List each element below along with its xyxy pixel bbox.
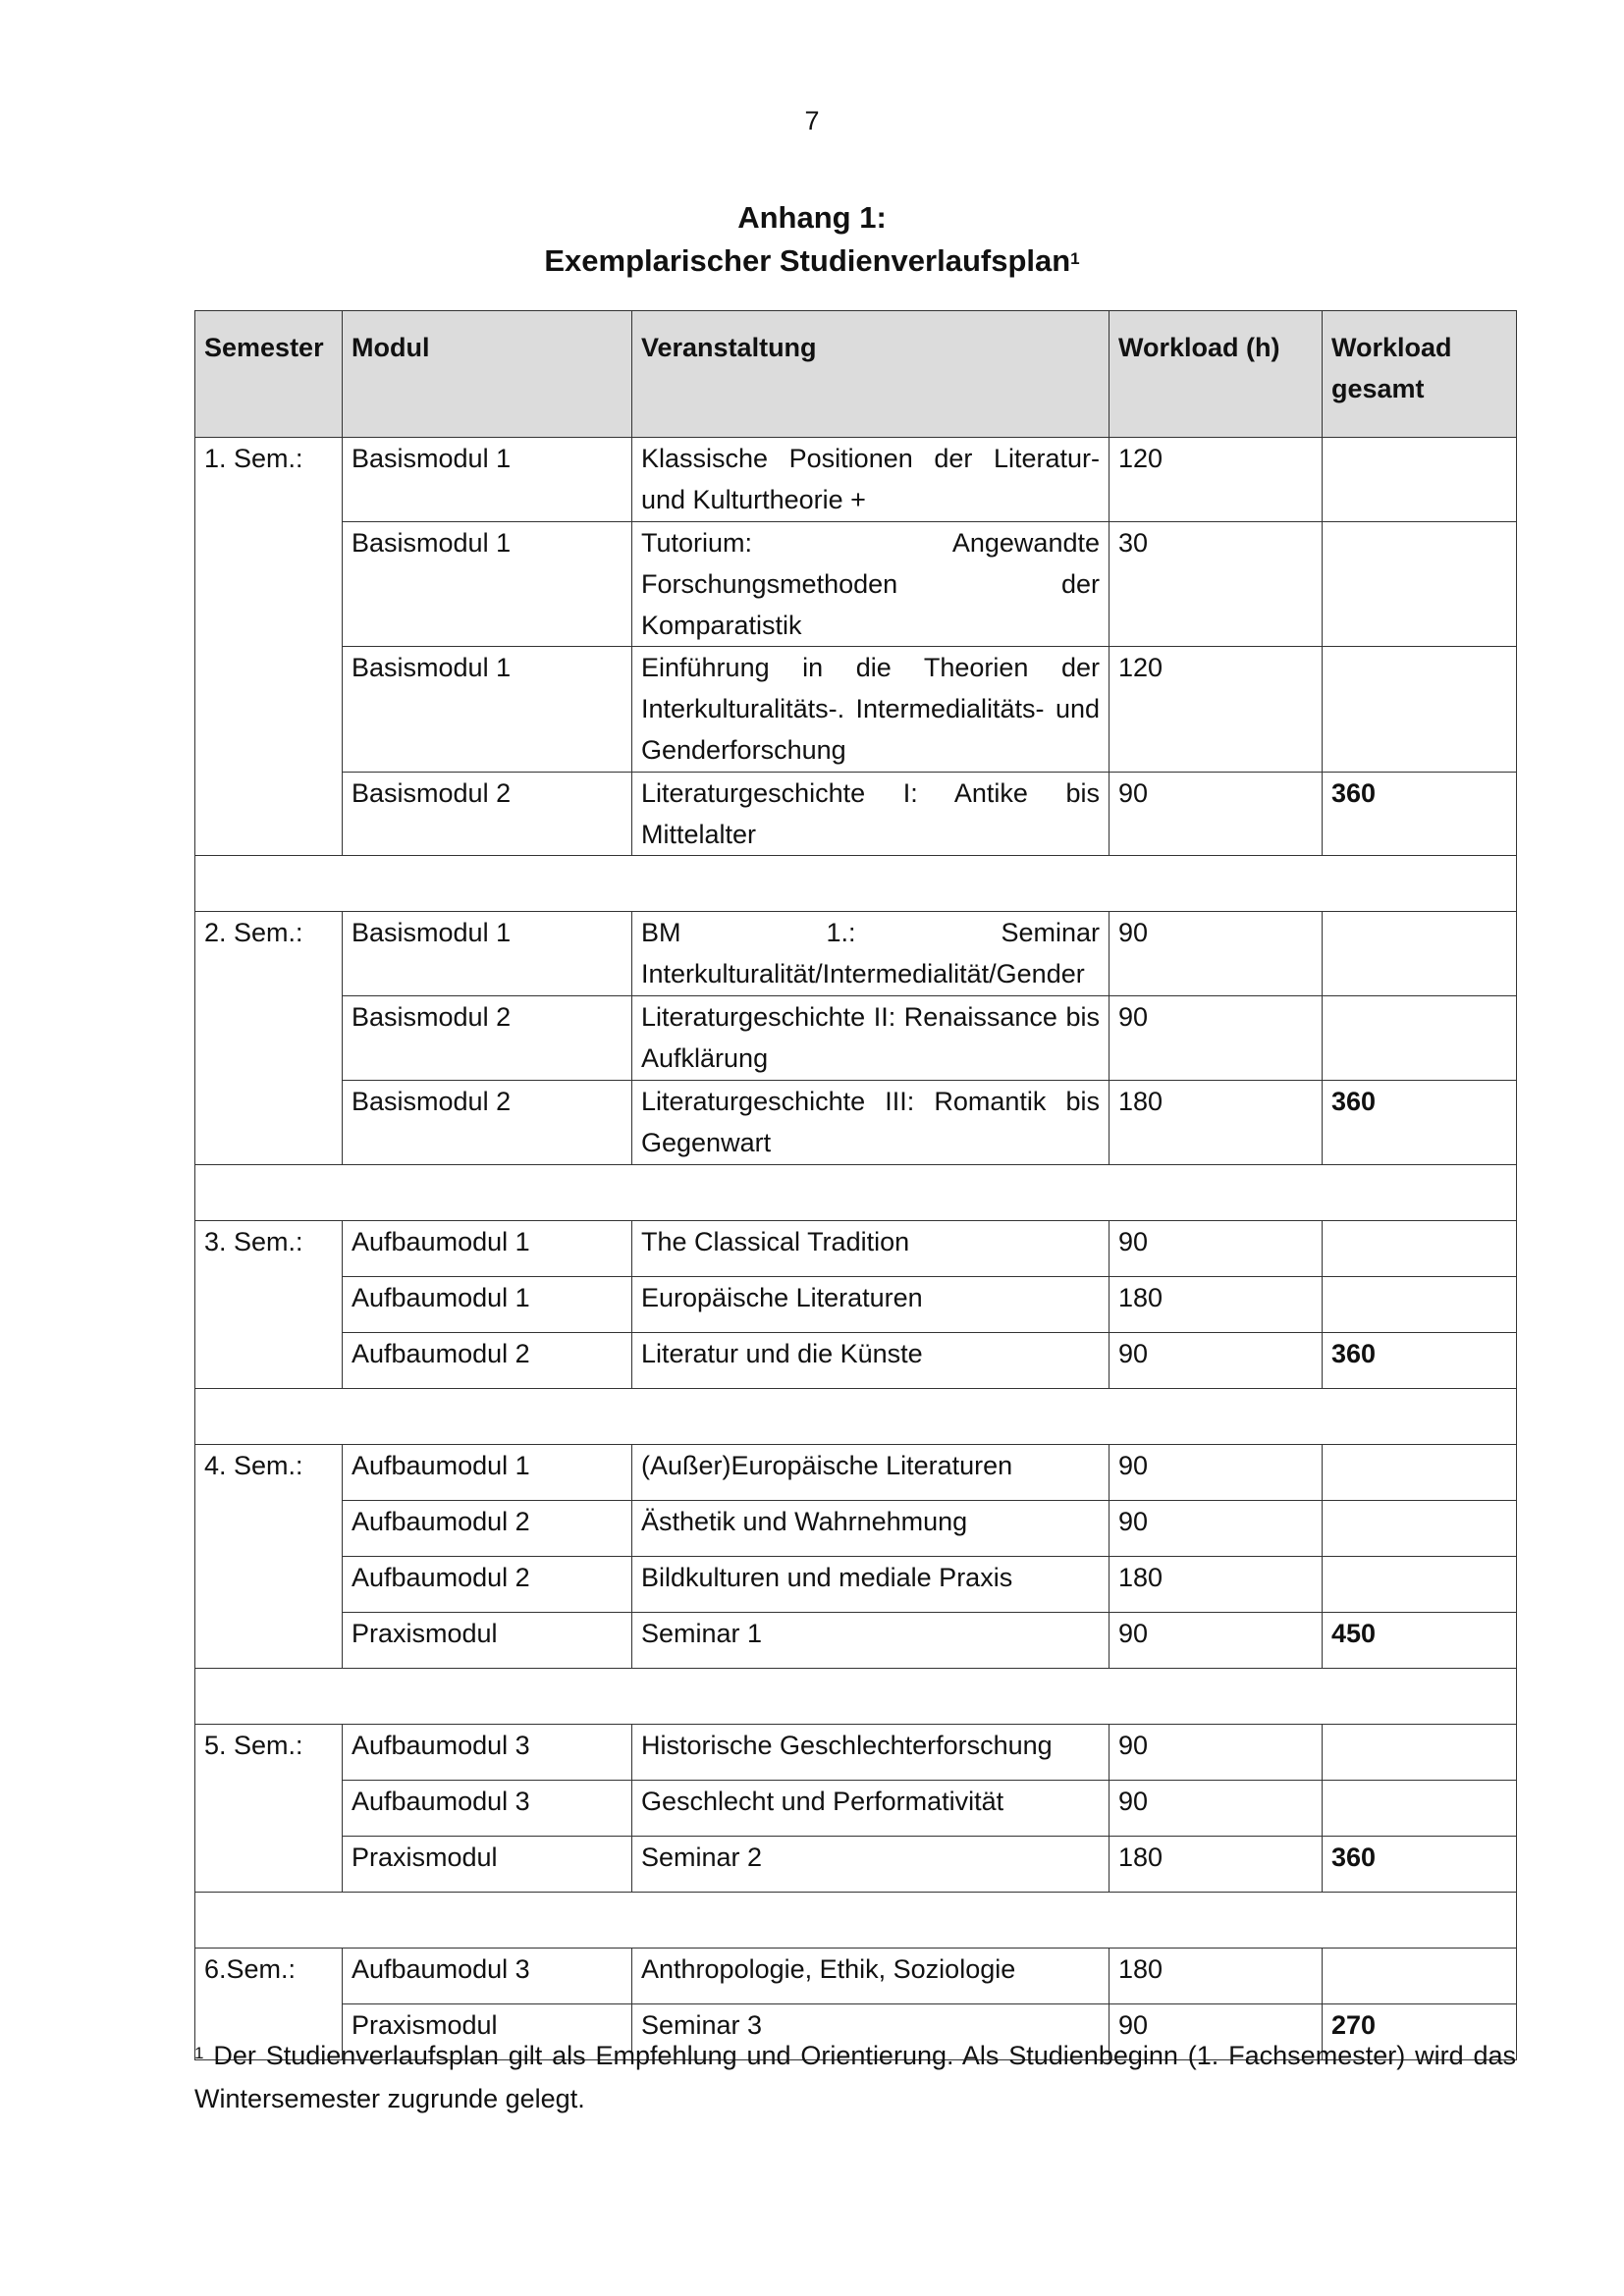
modul-cell: Basismodul 1: [343, 522, 632, 647]
workload-total-cell: [1323, 996, 1517, 1081]
workload-cell: 90: [1110, 1781, 1323, 1837]
modul-cell: Praxismodul: [343, 2004, 632, 2060]
table-row: [195, 773, 1517, 856]
spacer-cell: [195, 856, 1517, 912]
workload-cell: 90: [1110, 912, 1323, 996]
spacer-cell: [195, 1893, 1517, 1949]
workload-total-cell: 360: [1323, 1333, 1517, 1389]
modul-cell: Basismodul 2: [343, 1081, 632, 1165]
workload-cell: 90: [1110, 1725, 1323, 1781]
workload-cell: 120: [1110, 647, 1323, 773]
veranstaltung-cell: Europäische Literaturen: [632, 1277, 1110, 1333]
spacer-row: [195, 1389, 1517, 1445]
modul-cell: Basismodul 1: [343, 647, 632, 773]
workload-total-cell: 360: [1323, 1081, 1517, 1165]
modul-cell: Aufbaumodul 3: [343, 1725, 632, 1781]
semester-cell: 4. Sem.:: [195, 1445, 343, 1669]
table-row: [195, 1277, 1517, 1333]
modul-cell: Aufbaumodul 1: [343, 1277, 632, 1333]
spacer-row: [195, 856, 1517, 912]
modul-cell: Aufbaumodul 2: [343, 1333, 632, 1389]
modul-cell: Basismodul 2: [343, 773, 632, 856]
veranstaltung-cell: Tutorium: Angewandte Forschungsmethoden der Komparatistik: [632, 522, 1110, 647]
modul-cell: Aufbaumodul 1: [343, 1221, 632, 1277]
veranstaltung-cell: Seminar 1: [632, 1613, 1110, 1669]
workload-total-cell: [1323, 1557, 1517, 1613]
table-row: [195, 1613, 1517, 1669]
modul-cell: Aufbaumodul 3: [343, 1781, 632, 1837]
table-header-row: [195, 311, 1517, 438]
workload-total-cell: [1323, 1277, 1517, 1333]
spacer-cell: [195, 1669, 1517, 1725]
veranstaltung-cell: Historische Geschlechterforschung: [632, 1725, 1110, 1781]
page-number: 7: [804, 106, 820, 135]
footnote-text: Der Studienverlaufsplan gilt als Empfehlung und Orientierung. Als Studienbeginn (1. Fachsemester) wird das Wintersemester zugrunde gelegt.: [194, 2041, 1516, 2113]
workload-total-cell: [1323, 1501, 1517, 1557]
table-row: [195, 1837, 1517, 1893]
workload-cell: 180: [1110, 1557, 1323, 1613]
veranstaltung-cell: Anthropologie, Ethik, Soziologie: [632, 1949, 1110, 2004]
veranstaltung-cell: The Classical Tradition: [632, 1221, 1110, 1277]
veranstaltung-cell: Seminar 3: [632, 2004, 1110, 2060]
page-title: [0, 196, 1624, 283]
workload-total-cell: [1323, 1949, 1517, 2004]
table-row: [195, 996, 1517, 1081]
header-veranstaltung: Veranstaltung: [632, 311, 1110, 438]
workload-total-cell: [1323, 912, 1517, 996]
table-row: [195, 1081, 1517, 1165]
spacer-row: [195, 1669, 1517, 1725]
modul-cell: Aufbaumodul 2: [343, 1557, 632, 1613]
workload-cell: 90: [1110, 1501, 1323, 1557]
table-row: [195, 1445, 1517, 1501]
veranstaltung-cell: Seminar 2: [632, 1837, 1110, 1893]
header-workload-total: Workload gesamt: [1323, 311, 1517, 438]
modul-cell: Aufbaumodul 3: [343, 1949, 632, 2004]
modul-cell: Basismodul 2: [343, 996, 632, 1081]
table-row: [195, 1221, 1517, 1277]
workload-total-cell: 360: [1323, 1837, 1517, 1893]
title-line-2: [0, 240, 1624, 283]
table-row: [195, 438, 1517, 522]
table-row: [195, 1781, 1517, 1837]
workload-cell: 180: [1110, 1837, 1323, 1893]
header-workload: Workload (h): [1110, 311, 1323, 438]
workload-total-cell: [1323, 438, 1517, 522]
workload-total-cell: 270: [1323, 2004, 1517, 2060]
veranstaltung-cell: Ästhetik und Wahrnehmung: [632, 1501, 1110, 1557]
header-semester: Semester: [195, 311, 343, 438]
footnote: [194, 2034, 1516, 2120]
table-row: [195, 1501, 1517, 1557]
veranstaltung-cell: Geschlecht und Performativität: [632, 1781, 1110, 1837]
veranstaltung-cell: Literatur und die Künste: [632, 1333, 1110, 1389]
study-plan-table: [194, 310, 1517, 2060]
table-row: [195, 1725, 1517, 1781]
modul-cell: Basismodul 1: [343, 438, 632, 522]
table-row: [195, 647, 1517, 773]
semester-cell: 2. Sem.:: [195, 912, 343, 1165]
spacer-row: [195, 1165, 1517, 1221]
table-row: [195, 1333, 1517, 1389]
title-footnote-mark: 1: [1070, 249, 1080, 268]
veranstaltung-cell: (Außer)Europäische Literaturen: [632, 1445, 1110, 1501]
workload-cell: 180: [1110, 1081, 1323, 1165]
modul-cell: Praxismodul: [343, 1837, 632, 1893]
modul-cell: Basismodul 1: [343, 912, 632, 996]
table-row: [195, 522, 1517, 647]
workload-cell: 90: [1110, 2004, 1323, 2060]
modul-cell: Aufbaumodul 1: [343, 1445, 632, 1501]
workload-total-cell: 450: [1323, 1613, 1517, 1669]
semester-cell: 3. Sem.:: [195, 1221, 343, 1389]
workload-total-cell: [1323, 1781, 1517, 1837]
semester-cell: 5. Sem.:: [195, 1725, 343, 1893]
title-line-2-text: Exemplarischer Studienverlaufsplan: [544, 243, 1071, 278]
table-row: [195, 1949, 1517, 2004]
workload-cell: 90: [1110, 1445, 1323, 1501]
spacer-cell: [195, 1389, 1517, 1445]
semester-cell: 6.Sem.:: [195, 1949, 343, 2060]
table-row: [195, 912, 1517, 996]
workload-cell: 120: [1110, 438, 1323, 522]
workload-total-cell: [1323, 1445, 1517, 1501]
table-body: [195, 438, 1517, 2060]
veranstaltung-cell: Literaturgeschichte II: Renaissance bis Aufklärung: [632, 996, 1110, 1081]
workload-total-cell: [1323, 522, 1517, 647]
veranstaltung-cell: Einführung in die Theorien der Interkulturalitäts-. Intermedialitäts- und Genderforschung: [632, 647, 1110, 773]
modul-cell: Aufbaumodul 2: [343, 1501, 632, 1557]
veranstaltung-cell: Literaturgeschichte I: Antike bis Mittelalter: [632, 773, 1110, 856]
workload-cell: 180: [1110, 1277, 1323, 1333]
workload-cell: 180: [1110, 1949, 1323, 2004]
header-modul: Modul: [343, 311, 632, 438]
workload-cell: 30: [1110, 522, 1323, 647]
table-row: [195, 1557, 1517, 1613]
workload-total-cell: 360: [1323, 773, 1517, 856]
veranstaltung-cell: Klassische Positionen der Literatur- und Kulturtheorie +: [632, 438, 1110, 522]
workload-cell: 90: [1110, 773, 1323, 856]
spacer-cell: [195, 1165, 1517, 1221]
title-line-1: Anhang 1:: [737, 200, 887, 235]
spacer-row: [195, 1893, 1517, 1949]
footnote-mark: 1: [194, 2044, 204, 2062]
workload-cell: 90: [1110, 1221, 1323, 1277]
workload-total-cell: [1323, 1725, 1517, 1781]
workload-cell: 90: [1110, 1613, 1323, 1669]
veranstaltung-cell: Literaturgeschichte III: Romantik bis Gegenwart: [632, 1081, 1110, 1165]
veranstaltung-cell: Bildkulturen und mediale Praxis: [632, 1557, 1110, 1613]
workload-total-cell: [1323, 1221, 1517, 1277]
workload-total-cell: [1323, 647, 1517, 773]
semester-cell: 1. Sem.:: [195, 438, 343, 856]
veranstaltung-cell: BM 1.: Seminar Interkulturalität/Intermedialität/Gender: [632, 912, 1110, 996]
workload-cell: 90: [1110, 1333, 1323, 1389]
modul-cell: Praxismodul: [343, 1613, 632, 1669]
workload-cell: 90: [1110, 996, 1323, 1081]
